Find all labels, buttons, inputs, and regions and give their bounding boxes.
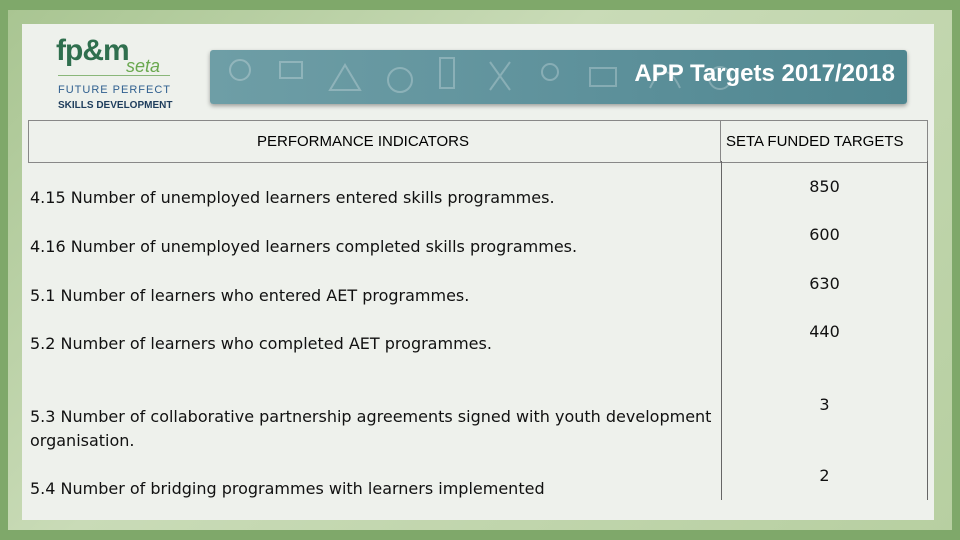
row-indicator-5-3-line2: organisation. bbox=[30, 431, 135, 450]
logo-future-perfect: FUTURE PERFECT bbox=[58, 84, 171, 96]
header-targets: SETA FUNDED TARGETS bbox=[726, 133, 904, 150]
row-indicator-4-16: 4.16 Number of unemployed learners completed skills programmes. bbox=[30, 237, 578, 256]
targets-table bbox=[28, 120, 930, 500]
row-target-5-3: 3 bbox=[819, 395, 830, 414]
logo-tagline-rule bbox=[58, 75, 170, 82]
table-header-row bbox=[28, 120, 928, 163]
row-target-4-16: 600 bbox=[809, 225, 840, 244]
fpm-seta-logo bbox=[52, 34, 177, 118]
row-target-4-15: 850 bbox=[809, 177, 840, 196]
title-banner bbox=[210, 50, 907, 104]
logo-seta: seta bbox=[126, 56, 161, 76]
logo-brand: fp&m bbox=[56, 34, 129, 67]
row-indicator-5-4: 5.4 Number of bridging programmes with learners implemented bbox=[30, 479, 545, 498]
row-target-5-1: 630 bbox=[809, 274, 840, 293]
row-target-5-2: 440 bbox=[809, 322, 840, 341]
logo-skills-development: SKILLS DEVELOPMENT bbox=[58, 100, 173, 111]
row-indicator-5-3-line1: 5.3 Number of collaborative partnership agreements signed with youth development bbox=[30, 407, 712, 426]
row-indicator-5-1: 5.1 Number of learners who entered AET programmes. bbox=[30, 286, 470, 305]
slide-title: APP Targets 2017/2018 bbox=[634, 60, 895, 87]
header-cell-targets bbox=[721, 121, 928, 162]
row-indicator-4-15: 4.15 Number of unemployed learners entered skills programmes. bbox=[30, 188, 555, 207]
row-indicator-5-2: 5.2 Number of learners who completed AET programmes. bbox=[30, 334, 492, 353]
row-target-5-4: 2 bbox=[819, 466, 830, 485]
header-cell-indicators bbox=[28, 121, 721, 162]
header-indicators: PERFORMANCE INDICATORS bbox=[257, 133, 469, 150]
